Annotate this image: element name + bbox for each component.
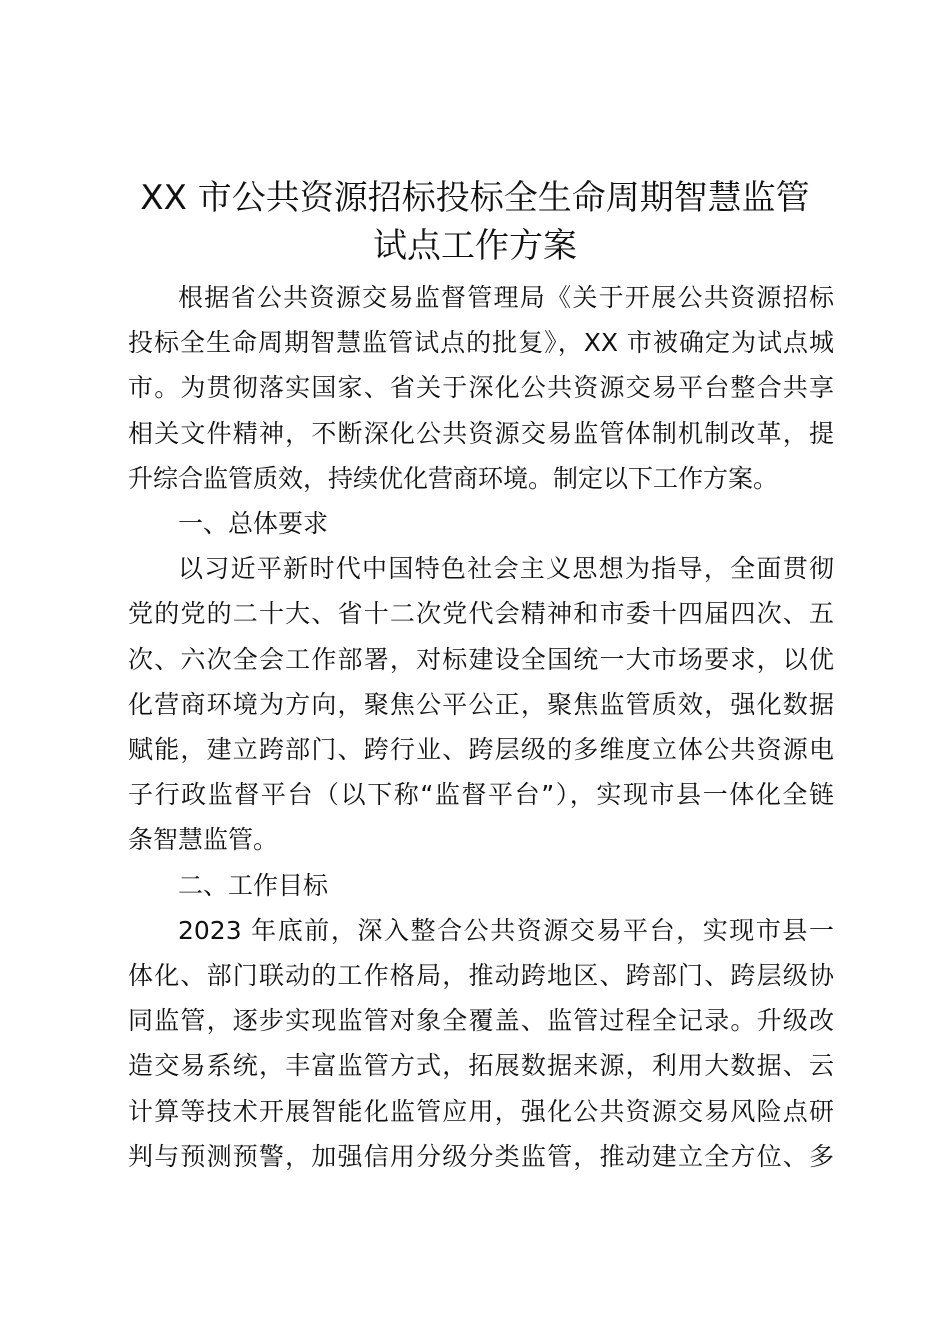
text-line: 市。为贯彻落实国家、省关于深化公共资源交易平台整合共享 [128, 373, 834, 403]
text-line: 子行政监督平台（以下称“监督平台”），实现市县一体化全链 [128, 780, 834, 810]
text-line: 计算等技术开展智能化监管应用，强化公共资源交易风险点研 [128, 1096, 834, 1126]
text-line: 升综合监管质效，持续优化营商环境。制定以下工作方案。 [128, 463, 779, 493]
text-line: 化营商环境为方向，聚焦公平公正，聚焦监管质效，强化数据 [128, 689, 834, 719]
text-line: 根据省公共资源交易监督管理局《关于开展公共资源招标 [178, 283, 834, 312]
text-line: 体化、部门联动的工作格局，推动跨地区、跨部门、跨层级协 [128, 961, 834, 991]
text-line: 赋能，建立跨部门、跨行业、跨层级的多维度立体公共资源电 [128, 735, 834, 765]
text-line: 投标全生命周期智慧监管试点的批复》，XX 市被确定为试点城 [128, 328, 834, 358]
section2-paragraph [128, 908, 834, 1179]
text-line: 次、六次全会工作部署，对标建设全国统一大市场要求，以优 [128, 644, 834, 674]
text-line: 造交易系统，丰富监管方式，拓展数据来源，利用大数据、云 [128, 1051, 834, 1081]
text-line: 同监管，逐步实现监管对象全覆盖、监管过程全记录。升级改 [128, 1006, 834, 1036]
document-body [128, 275, 834, 1179]
text-line: 判与预测预警，加强信用分级分类监管，推动建立全方位、多 [128, 1141, 834, 1171]
text-line: 2023 年底前，深入整合公共资源交易平台，实现市县一 [178, 915, 834, 945]
section-heading-overall-requirements: 一、总体要求 [178, 509, 329, 539]
document-title-line-2: 试点工作方案 [373, 226, 577, 266]
intro-paragraph [128, 275, 834, 501]
text-line: 以习近平新时代中国特色社会主义思想为指导，全面贯彻 [178, 554, 834, 584]
text-line: 条智慧监管。 [128, 825, 279, 855]
section-heading-work-goals: 二、工作目标 [178, 870, 329, 900]
document-title-line-1: XX 市公共资源招标投标全生命周期智慧监管 [140, 178, 810, 218]
text-line: 相关文件精神，不断深化公共资源交易监管体制机制改革，提 [128, 418, 834, 448]
section1-paragraph [128, 546, 834, 862]
text-line: 党的党的二十大、省十二次党代会精神和市委十四届四次、五 [128, 599, 834, 629]
